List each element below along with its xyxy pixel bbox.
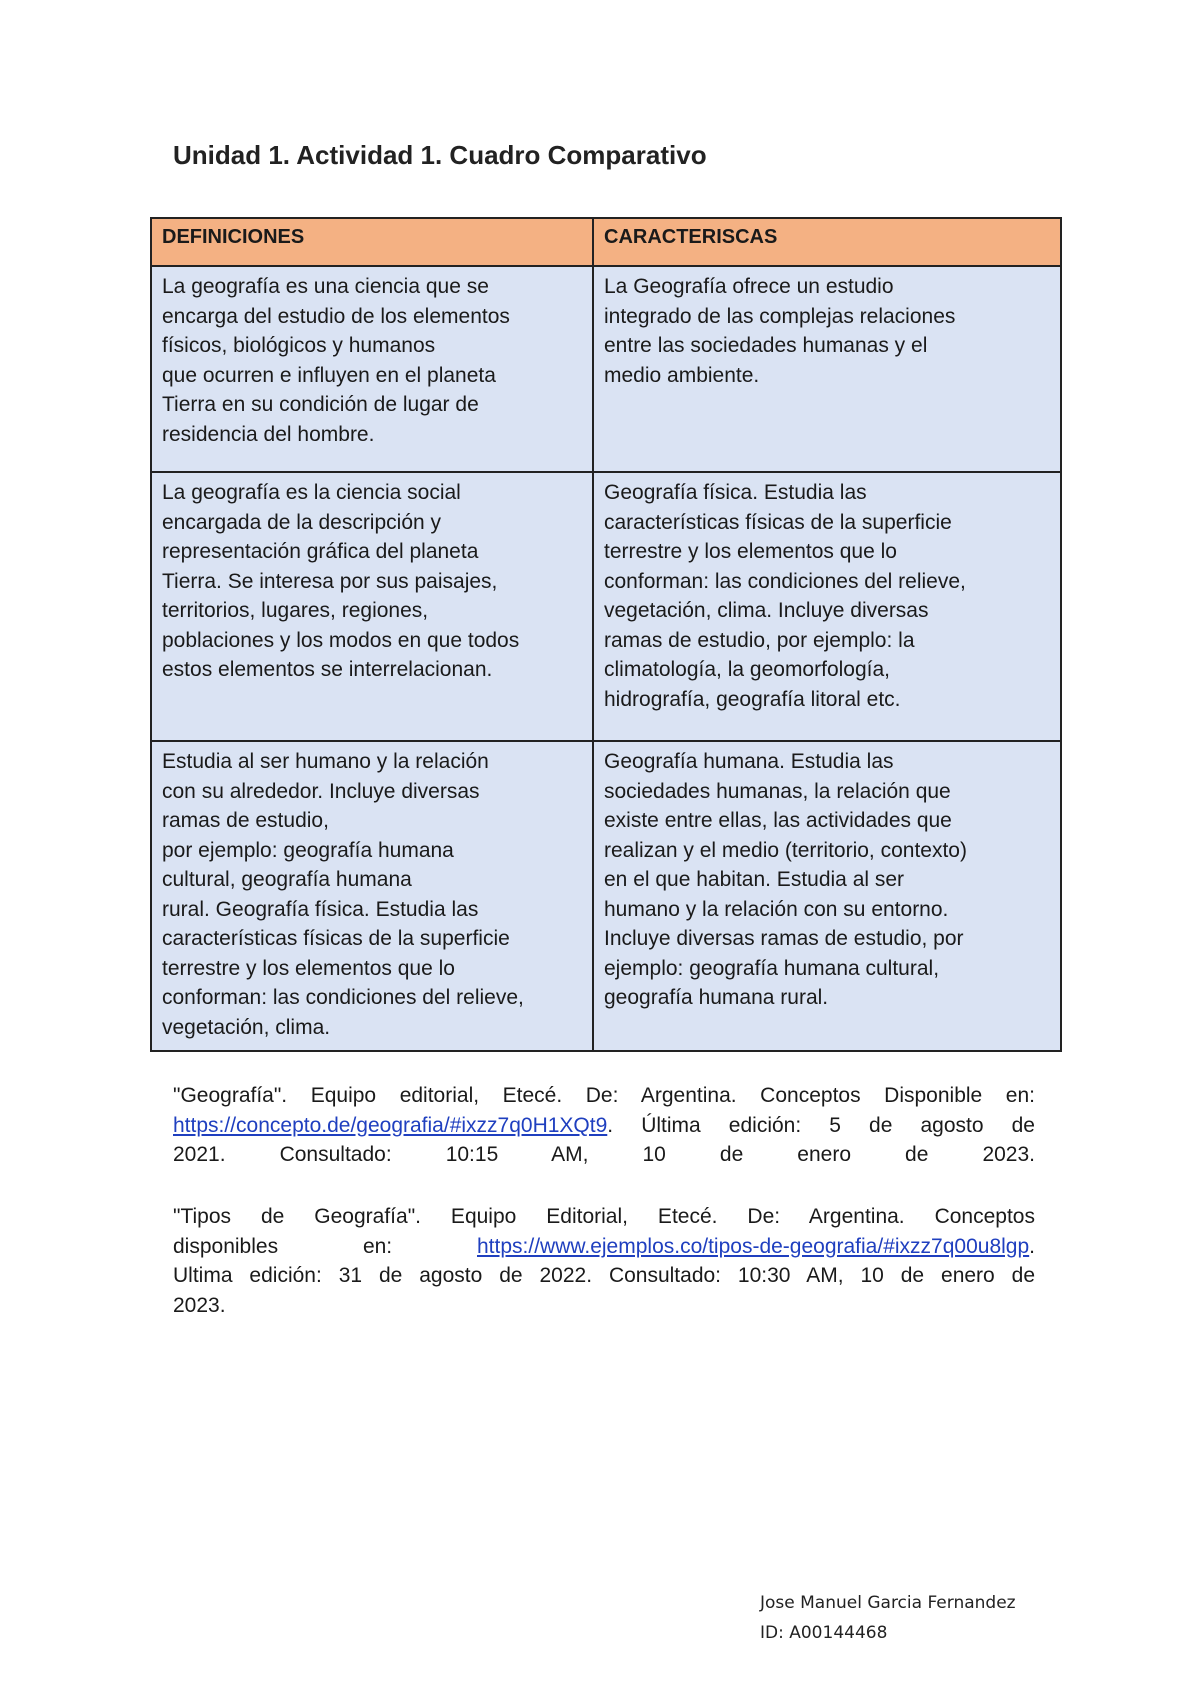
reference-text: 2023.: [173, 1293, 226, 1317]
author-name: Jose Manuel Garcia Fernandez: [760, 1593, 1016, 1613]
cell-text-line: humano y la relación con su entorno.: [604, 897, 949, 921]
reference-link[interactable]: https://concepto.de/geografia/#ixzz7q0H1XQt9: [173, 1113, 608, 1137]
cell-text-line: encargada de la descripción y: [162, 510, 442, 534]
document-title: Unidad 1. Actividad 1. Cuadro Comparativo: [173, 140, 707, 170]
cell-text-line: poblaciones y los modos en que todos: [162, 628, 520, 652]
cell-text-line: cultural, geografía humana: [162, 868, 412, 891]
table-row: [151, 741, 1061, 1051]
cell-text-line: estos elementos se interrelacionan.: [162, 658, 493, 681]
cell-text-line: características físicas de la superficie: [162, 927, 510, 950]
cell-text-line: Incluye diversas ramas de estudio, por: [604, 927, 964, 950]
cell-text-line: ramas de estudio,: [162, 809, 329, 832]
cell-text-line: La geografía es una ciencia que se: [162, 275, 489, 298]
reference-link[interactable]: https://www.ejemplos.co/tipos-de-geografia/#ixzz7q00u8lgp: [477, 1234, 1030, 1258]
author-block: [760, 1588, 1016, 1648]
characteristic-cell: [593, 472, 1061, 741]
cell-text-line: en el que habitan. Estudia al ser: [604, 868, 905, 891]
cell-text-line: hidrografía, geografía litoral etc.: [604, 687, 901, 711]
definition-cell: [151, 741, 593, 1051]
cell-text-line: físicos, biológicos y humanos: [162, 334, 436, 357]
table-row: [151, 266, 1061, 472]
cell-text-line: realizan y el medio (territorio, contexto): [604, 838, 967, 862]
reference-text: .: [1029, 1234, 1035, 1258]
cell-text-line: existe entre ellas, las actividades que: [604, 809, 952, 832]
cell-text-line: Tierra en su condición de lugar de: [162, 393, 479, 416]
comparison-table: [150, 217, 1062, 1052]
reference-text: "Geografía". Equipo editorial, Etecé. De: Argentina. Conceptos Disponible en:: [173, 1084, 1035, 1107]
cell-text-line: Tierra. Se interesa por sus paisajes,: [162, 569, 498, 593]
header-caracteristicas: CARACTERISCAS: [593, 218, 1061, 266]
author-id: ID: A00144468: [760, 1623, 888, 1643]
cell-text-line: integrado de las complejas relaciones: [604, 304, 956, 328]
cell-text-line: La geografía es la ciencia social: [162, 481, 461, 504]
reference-text: Ultima edición: 31 de agosto de 2022. Consultado: 10:30 AM, 10 de enero de: [173, 1264, 1035, 1287]
cell-text-line: sociedades humanas, la relación que: [604, 779, 951, 803]
table-row: [151, 472, 1061, 741]
reference-text: disponibles en:: [173, 1234, 477, 1258]
cell-text-line: residencia del hombre.: [162, 422, 375, 446]
definition-cell: [151, 472, 593, 741]
cell-text-line: territorios, lugares, regiones,: [162, 599, 429, 622]
characteristic-cell: [593, 741, 1061, 1051]
cell-text-line: ejemplo: geografía humana cultural,: [604, 956, 940, 980]
cell-text-line: encarga del estudio de los elementos: [162, 304, 510, 328]
cell-text-line: Estudia al ser humano y la relación: [162, 750, 489, 773]
cell-text-line: ramas de estudio, por ejemplo: la: [604, 628, 915, 652]
cell-text-line: medio ambiente.: [604, 363, 760, 387]
characteristic-cell: [593, 266, 1061, 472]
reference-geografia: [173, 1081, 1035, 1170]
cell-text-line: que ocurren e influyen en el planeta: [162, 363, 496, 387]
cell-text-line: representación gráfica del planeta: [162, 540, 479, 563]
cell-text-line: Geografía física. Estudia las: [604, 481, 867, 504]
cell-text-line: por ejemplo: geografía humana: [162, 838, 454, 862]
cell-text-line: terrestre y los elementos que lo: [162, 956, 455, 980]
reference-text: . Última edición: 5 de agosto de: [607, 1113, 1035, 1137]
cell-text-line: terrestre y los elementos que lo: [604, 540, 897, 563]
cell-text-line: características físicas de la superficie: [604, 510, 952, 534]
cell-text-line: rural. Geografía física. Estudia las: [162, 897, 479, 921]
cell-text-line: La Geografía ofrece un estudio: [604, 275, 894, 298]
cell-text-line: geografía humana rural.: [604, 986, 829, 1009]
table-header-row: [151, 218, 1061, 266]
reference-text: 2021. Consultado: 10:15 AM, 10 de enero de 2023.: [173, 1143, 1035, 1166]
reference-tipos-geografia: [173, 1202, 1035, 1320]
cell-text-line: conforman: las condiciones del relieve,: [604, 569, 966, 593]
header-definiciones: DEFINICIONES: [151, 218, 593, 266]
reference-line: [173, 1111, 1035, 1141]
cell-text-line: con su alrededor. Incluye diversas: [162, 779, 480, 803]
reference-line: [173, 1232, 1035, 1262]
cell-text-line: Geografía humana. Estudia las: [604, 750, 894, 773]
cell-text-line: climatología, la geomorfología,: [604, 658, 890, 681]
cell-text-line: entre las sociedades humanas y el: [604, 334, 928, 357]
reference-text: "Tipos de Geografía". Equipo Editorial, Etecé. De: Argentina. Conceptos: [173, 1205, 1035, 1228]
cell-text-line: vegetación, clima.: [162, 1015, 331, 1039]
definition-cell: [151, 266, 593, 472]
cell-text-line: vegetación, clima. Incluye diversas: [604, 599, 929, 622]
cell-text-line: conforman: las condiciones del relieve,: [162, 986, 524, 1009]
